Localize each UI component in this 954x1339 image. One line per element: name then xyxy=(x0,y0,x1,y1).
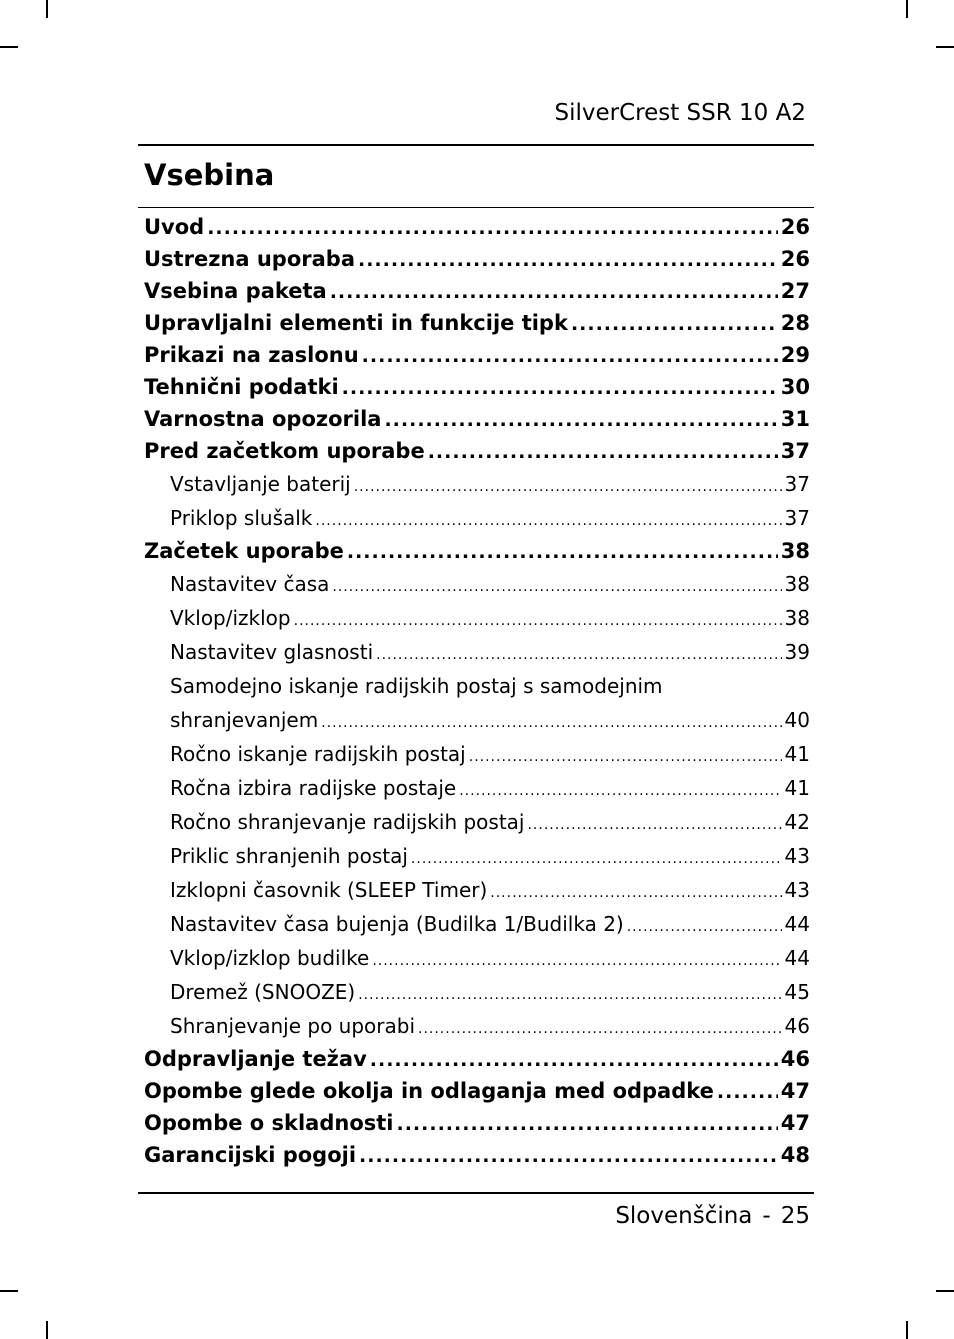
crop-mark xyxy=(936,46,954,48)
footer-rule xyxy=(138,1192,814,1194)
toc-entry-page: 41 xyxy=(784,776,810,800)
toc-section-entry[interactable] xyxy=(144,805,810,839)
toc-entry-label: Ročna izbira radijske postaje xyxy=(170,776,457,800)
crop-mark xyxy=(0,1290,18,1292)
toc-section-entry[interactable] xyxy=(144,975,810,1009)
toc-section-entry[interactable] xyxy=(144,907,810,941)
toc-leader-dots xyxy=(527,808,781,839)
crop-mark xyxy=(0,46,18,48)
toc-leader-dots xyxy=(359,1140,778,1171)
crop-mark xyxy=(46,0,48,18)
toc-leader-dots xyxy=(372,944,781,975)
toc-section-entry[interactable] xyxy=(144,703,810,737)
toc-chapter-entry[interactable] xyxy=(144,1107,810,1139)
toc-chapter-entry[interactable] xyxy=(144,339,810,371)
toc-leader-dots xyxy=(342,372,778,403)
crop-mark xyxy=(46,1321,48,1339)
toc-entry-page: 26 xyxy=(780,215,810,239)
toc-entry-label: Odpravljanje težav xyxy=(144,1047,367,1071)
toc-entry-page: 28 xyxy=(780,311,810,335)
toc-chapter-entry[interactable] xyxy=(144,403,810,435)
toc-chapter-entry[interactable] xyxy=(144,371,810,403)
toc-entry-page: 38 xyxy=(784,572,810,596)
toc-entry-page: 46 xyxy=(780,1047,810,1071)
toc-chapter-entry[interactable] xyxy=(144,307,810,339)
toc-entry-page: 39 xyxy=(784,640,810,664)
toc-leader-dots xyxy=(362,340,778,371)
toc-entry-label: Vklop/izklop budilke xyxy=(170,946,370,970)
toc-leader-dots xyxy=(411,842,782,873)
toc-leader-dots xyxy=(717,1076,778,1107)
toc-leader-dots xyxy=(376,638,781,669)
toc-entry-page: 30 xyxy=(780,375,810,399)
toc-entry-label: Priklop slušalk xyxy=(170,506,313,530)
toc-entry-page: 37 xyxy=(784,472,810,496)
toc-leader-dots xyxy=(332,570,781,601)
toc-entry-label: Vstavljanje baterij xyxy=(170,472,351,496)
toc-entry-page: 43 xyxy=(784,878,810,902)
toc-chapter-entry[interactable] xyxy=(144,435,810,467)
toc-entry-label: Vsebina paketa xyxy=(144,279,327,303)
toc-entry-page: 31 xyxy=(780,407,810,431)
toc-leader-dots xyxy=(358,244,778,275)
running-header: SilverCrest SSR 10 A2 xyxy=(554,100,806,126)
toc-leader-dots xyxy=(459,774,781,805)
toc-section-entry[interactable] xyxy=(144,467,810,501)
toc-entry-page: 37 xyxy=(780,439,810,463)
toc-entry-label: Pred začetkom uporabe xyxy=(144,439,425,463)
crop-mark xyxy=(906,0,908,18)
toc-entry-page: 26 xyxy=(780,247,810,271)
toc-chapter-entry[interactable] xyxy=(144,243,810,275)
toc-entry-page: 41 xyxy=(784,742,810,766)
toc-entry-label: Garancijski pogoji xyxy=(144,1143,357,1167)
toc-entry-label: Prikazi na zaslonu xyxy=(144,343,359,367)
toc-entry-label: Nastavitev časa xyxy=(170,572,330,596)
toc-chapter-entry[interactable] xyxy=(144,1043,810,1075)
toc-entry-page: 29 xyxy=(780,343,810,367)
toc-entry-label: Nastavitev glasnosti xyxy=(170,640,374,664)
page-footer xyxy=(615,1203,810,1229)
toc-entry-page: 27 xyxy=(780,279,810,303)
toc-section-entry[interactable] xyxy=(144,1009,810,1043)
toc-leader-dots xyxy=(370,1044,778,1075)
toc-entry-label-line: Samodejno iskanje radijskih postaj s samodejnim xyxy=(170,674,663,698)
toc-entry-label: Začetek uporabe xyxy=(144,539,344,563)
toc-entry-page: 44 xyxy=(784,912,810,936)
toc-entry-label: Ustrezna uporaba xyxy=(144,247,355,271)
toc-entry-label: Uvod xyxy=(144,215,205,239)
toc-entry-label: Opombe o skladnosti xyxy=(144,1111,394,1135)
toc-entry-label: Ročno iskanje radijskih postaj xyxy=(170,742,466,766)
toc-leader-dots xyxy=(315,504,781,535)
toc-entry-label: Izklopni časovnik (SLEEP Timer) xyxy=(170,878,488,902)
toc-entry-label: Varnostna opozorila xyxy=(144,407,382,431)
toc-leader-dots xyxy=(294,604,782,635)
toc-leader-dots xyxy=(347,536,778,567)
toc-leader-dots xyxy=(358,978,781,1009)
toc-section-entry[interactable] xyxy=(144,737,810,771)
toc-section-entry[interactable] xyxy=(144,567,810,601)
toc-entry-label: Ročno shranjevanje radijskih postaj xyxy=(170,810,525,834)
toc-leader-dots xyxy=(397,1108,778,1139)
page-title: Vsebina xyxy=(144,158,275,192)
toc-entry-page: 45 xyxy=(784,980,810,1004)
toc-entry-page: 40 xyxy=(784,708,810,732)
toc-leader-dots xyxy=(207,212,778,243)
toc-entry-label: Priklic shranjenih postaj xyxy=(170,844,408,868)
toc-section-entry[interactable] xyxy=(144,873,810,907)
toc-entry-label: Opombe glede okolja in odlaganja med odpadke xyxy=(144,1079,714,1103)
toc-entry-label: Dremež (SNOOZE) xyxy=(170,980,356,1004)
toc-entry-page: 47 xyxy=(780,1111,810,1135)
toc-leader-dots xyxy=(384,404,777,435)
crop-mark xyxy=(936,1290,954,1292)
toc-leader-dots xyxy=(571,308,778,339)
toc-section-entry[interactable] xyxy=(144,635,810,669)
toc-entry-label: Shranjevanje po uporabi xyxy=(170,1014,415,1038)
footer-separator: - xyxy=(762,1203,771,1229)
toc-entry-page: 42 xyxy=(784,810,810,834)
toc-leader-dots xyxy=(354,470,782,501)
title-rule xyxy=(138,207,814,208)
toc-entry-page: 46 xyxy=(784,1014,810,1038)
toc-leader-dots xyxy=(428,436,778,467)
header-rule xyxy=(138,144,814,146)
toc-entry-page: 37 xyxy=(784,506,810,530)
toc-leader-dots xyxy=(490,876,781,907)
toc-entry-page: 38 xyxy=(780,539,810,563)
toc-entry-label: Upravljalni elementi in funkcije tipk xyxy=(144,311,568,335)
crop-mark xyxy=(906,1321,908,1339)
toc-leader-dots xyxy=(627,910,782,941)
toc-entry-label: Nastavitev časa bujenja (Budilka 1/Budilka 2) xyxy=(170,912,624,936)
toc-entry-page: 47 xyxy=(780,1079,810,1103)
toc-leader-dots xyxy=(321,706,781,737)
toc-section-entry[interactable] xyxy=(144,601,810,635)
toc-chapter-entry[interactable] xyxy=(144,1075,810,1107)
toc-entry-page: 43 xyxy=(784,844,810,868)
toc-section-entry[interactable] xyxy=(144,941,810,975)
toc-entry-label: Tehnični podatki xyxy=(144,375,339,399)
toc-entry-label: Vklop/izklop xyxy=(170,606,291,630)
toc-entry-label: shranjevanjem xyxy=(170,708,319,732)
toc-section-entry[interactable] xyxy=(144,771,810,805)
toc-leader-dots xyxy=(330,276,778,307)
toc-chapter-entry[interactable] xyxy=(144,535,810,567)
toc-leader-dots xyxy=(418,1012,782,1043)
toc-entry-page: 44 xyxy=(784,946,810,970)
table-of-contents xyxy=(144,211,810,1171)
toc-entry-page: 48 xyxy=(780,1143,810,1167)
toc-section-entry[interactable] xyxy=(144,839,810,873)
footer-language: Slovenščina xyxy=(615,1203,753,1229)
page-number: 25 xyxy=(780,1203,810,1229)
toc-leader-dots xyxy=(469,740,782,771)
toc-chapter-entry[interactable] xyxy=(144,1139,810,1171)
toc-chapter-entry[interactable] xyxy=(144,275,810,307)
toc-entry-page: 38 xyxy=(784,606,810,630)
toc-section-entry[interactable] xyxy=(144,501,810,535)
toc-chapter-entry[interactable] xyxy=(144,211,810,243)
